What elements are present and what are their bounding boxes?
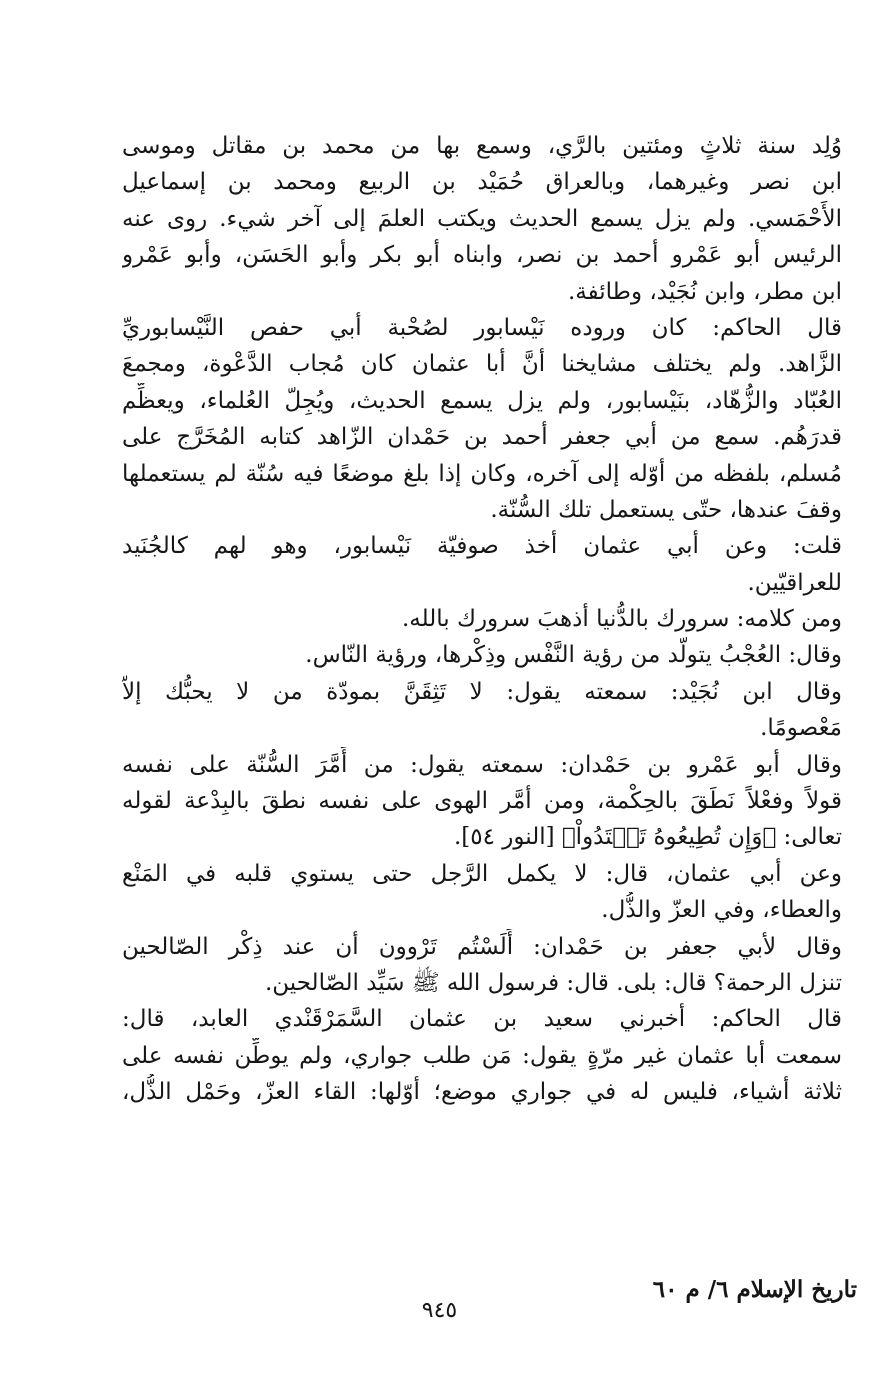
text-line: ابن نصر وغيرهما، وبالعراق حُمَيْد بن الربيع ومحمد بن إسماعيل: [122, 169, 842, 196]
text-line: الزَّاهد. ولم يختلف مشايخنا أنَّ أبا عثمان كان مُجاب الدَّعْوة، ومجمعَ: [122, 351, 842, 378]
text-line: وقال: العُجْبُ يتولَّد من رؤية النَّفْس وذِكْرها، ورؤية النّاس.: [305, 642, 842, 669]
text-line: قولاً وفعْلاً نَطَقَ بالحِكْمة، ومن أمَّر الهوى على نفسه نطقَ بالبِدْعة لقوله: [122, 788, 842, 815]
footer-book-title: تاريخ الإسلام ٦/ م ٦٠: [652, 1276, 857, 1303]
text-line: ثلاثة أشياء، فليس له في جواري موضع؛ أوّلها: القاء العزّ، وحَمْل الذُّل،: [122, 1079, 842, 1106]
text-line: ابن مطر، وابن نُجَيْد، وطائفة.: [567, 278, 842, 305]
text-line: وقال أبو عَمْرو بن حَمْدان: سمعته يقول: من أَمَّرَ السُّنّة على نفسه: [122, 751, 842, 778]
main-text-block: [122, 128, 842, 1111]
text-line: قدرَهُم. سمع من أبي جعفر أحمد بن حَمْدان الزّاهد كتابه المُخَرَّج على: [122, 424, 842, 451]
text-line: الرئيس أبو عَمْرو أحمد بن نصر، وابناه أبو بكر وأبو الحَسَن، وأبو عَمْرو: [122, 242, 842, 269]
text-line: مَعْصومًا.: [760, 715, 842, 742]
text-line: مُسلم، بلفظه من أوّله إلى آخره، وكان إذا بلغ موضعًا فيه سُنّة لم يستعملها: [122, 460, 842, 487]
text-line: ومن كلامه: سرورك بالدُّنيا أذهبَ سرورك بالله.: [402, 606, 842, 633]
text-line: وقال ابن نُجَيْد: سمعته يقول: لا تَثِقَنَّ بمودّة من لا يحبُّك إلاّ: [122, 678, 842, 705]
text-line: العُبّاد والزُّهّاد، بنَيْسابور، ولم يزل يسمع الحديث، ويُجِلّ العُلماء، ويعظِّم: [122, 387, 842, 414]
text-line: وقال لأبي جعفر بن حَمْدان: أَلَسْتُم تَرْوون أن عند ذِكْر الصّالحين: [122, 933, 842, 960]
text-line: قلت: وعن أبي عثمان أخذ صوفيّة نَيْسابور، وهو لهم كالجُنَيد: [122, 533, 842, 560]
text-line: قال الحاكم: أخبرني سعيد بن عثمان السَّمَرْقَنْدي العابد، قال:: [122, 1006, 842, 1033]
text-line: سمعت أبا عثمان غير مرّةٍ يقول: مَن طلب جواري، ولم يوطِّن نفسه على: [122, 1042, 842, 1069]
text-line: الأَحْمَسي. ولم يزل يسمع الحديث ويكتب العلمَ إلى آخر شيء. روى عنه: [122, 205, 842, 232]
text-line: قال الحاكم: كان وروده نَيْسابور لصُحْبة أبي حفص النَّيْسابوريِّ: [122, 314, 842, 341]
text-line: تنزل الرحمة؟ قال: بلى. قال: فرسول الله ﷺ سَيِّد الصّالحين.: [264, 969, 842, 996]
text-line: وقفَ عندها، حتّى يستعمل تلك السُّنّة.: [490, 496, 842, 523]
page-number: ٩٤٥: [421, 1298, 458, 1323]
text-line: للعراقيّين.: [747, 569, 842, 596]
text-line: والعطاء، وفي العزّ والذُّل.: [601, 897, 842, 924]
text-line: وعن أبي عثمان، قال: لا يكمل الرَّجل حتى يستوي قلبه في المَنْع: [122, 860, 842, 887]
text-line: تعالى: ﴿وَإِن تُطِيعُوهُ تَهۡتَدُواْ﴾ [النور ٥٤].: [453, 824, 842, 851]
text-line: وُلِد سنة ثلاثٍ ومئتين بالرَّي، وسمع بها من محمد بن مقاتل وموسى: [122, 133, 842, 159]
